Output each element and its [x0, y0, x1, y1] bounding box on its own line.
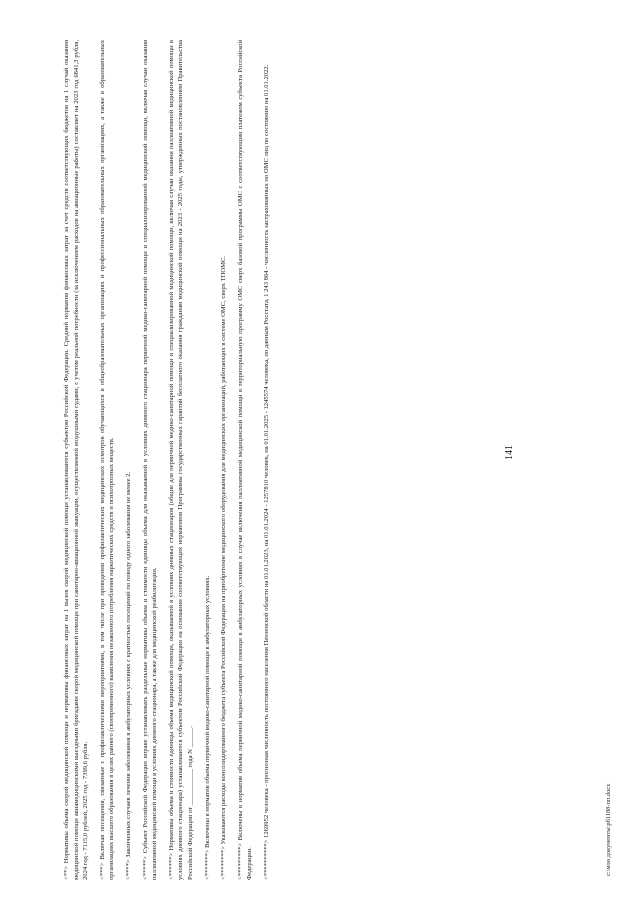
rotated-page: [62, 25, 622, 880]
footnotes: [62, 40, 482, 880]
footnote-population: <**********> 1269952 человека - прогнозная численность постоянного населения Пензенской области на 01.01.2023, на 01.01.2024 - 1257810 человек, на 01.01.2025 - 1245574 человека, по данным Росстата, 1 243 864 - численность застрахованных по ОМС лиц по состоянию на 01.01.2022.: [262, 64, 270, 880]
page-number: 141: [504, 445, 515, 460]
footnote-day-hospital-separate: <*****> Субъект Российской Федерации вправе устанавливать раздельные нормативы объема и стоимости единицы объема для оказываемой в условиях дневного стационара первичной медико-санитарной помощи и специализированной медицинской помощи, включая случаи оказания паллиативной медицинской помощи в условиях дневного стационара, а также для медицинской реабилитации.: [141, 40, 159, 880]
footnote-ambulance: <**> Нормативы объема скорой медицинской помощи и нормативы финансовых затрат на 1 вызов скорой медицинской помощи устанавливаются субъектом Российской Федерации. Средний норматив финансовых затрат за счет средств соответствующих бюджетов на 1 случай оказания медицинской помощи авиамедицинскими выездными бригадами скорой медицинской помощи при санитарно-авиационной эвакуации, осуществляемой воздушными судами, с учетом реальной потребности (за исключением расходов на авиационные работы) составляет на 2023 год 6841,3 рубля, 2024 год - 7115,0 рублей, 2025 год - 7399,6 рубля.: [63, 40, 90, 880]
footer-file-path: c:\мои документы\рб1188-пп.docx: [605, 783, 612, 876]
footnote-included-outpatient: <*******> Включены в норматив объема первичной медико-санитарной помощи в амбулаторных условиях.: [203, 575, 211, 880]
footnote-equipment-expenses: <********> Указываются расходы консолидированного бюджета субъекта Российской Федерации на приобретение медицинского оборудования для медицинских организаций, работающих в системе ОМС, сверх ТПОМС.: [220, 255, 228, 880]
footnote-visits: <***> Включая посещения, связанные с профилактическими мероприятиями, в том числе при проведении профилактических медицинских осмотров обучающихся в общеобразовательных организациях и профессиональных образовательных организациях, а также в образовательных организациях высшего образования в целях раннего (своевременного) выявления незаконного потребления наркотических средств и психотропных веществ.: [98, 40, 116, 880]
footnote-palliative: <*********> Включены в норматив объема первичной медико-санитарной помощи в амбулаторных условиях в случае включения паллиативной медицинской помощи в территориальную программу ОМС сверх базовой программы ОМС с соответствующим платежом субъекта Российской Федерации.: [236, 40, 254, 880]
footnote-treatment-cases: <****> Законченных случаев лечения заболевания в амбулаторных условиях с кратностью посещений по поводу одного заболевания не менее 2.: [124, 471, 132, 880]
footnote-day-hospital-common: <******> Нормативы объема и стоимости единицы объема медицинской помощи, оказываемой в условиях дневных стационаров (общие для первичной медико-санитарной помощи и специализированной медицинской помощи, включая случаи оказания паллиативной медицинской помощи в условиях дневного стационара) устанавливаются субъектом Российской Федерации на основании соответствующих нормативов Программы государственных гарантий бесплатного оказания гражданам медицинской помощи на 2023 - 2025 годы, утвержденных постановлением Правительства Российской Федерации от ___________ года N ______.: [167, 40, 194, 880]
